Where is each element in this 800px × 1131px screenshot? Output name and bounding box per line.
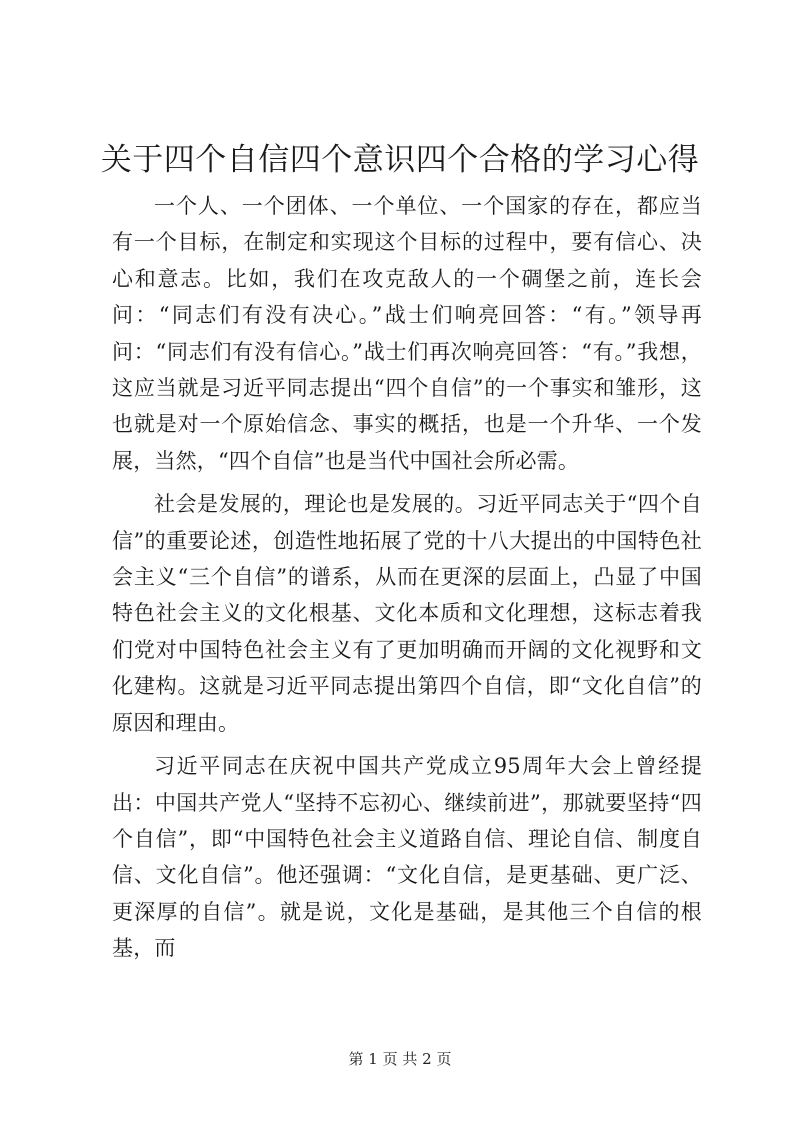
page-number-footer: 第 1 页 共 2 页 xyxy=(348,1050,452,1068)
document-body xyxy=(112,188,702,974)
paragraph: 社会是发展的，理论也是发展的。习近平同志关于“四个自信”的重要论述，创造性地拓展了党的十八大提出的中国特色社会主义“三个自信”的谱系，从而在更深的层面上，凸显了中国特色社会主义的文化根基、文化本质和文化理想，这标志着我们党对中国特色社会主义有了更加明确而开阔的文化视野和文化建构。这就是习近平同志提出第四个自信，即“文化自信”的原因和理由。 xyxy=(112,492,702,735)
paragraph: 一个人、一个团体、一个单位、一个国家的存在，都应当有一个目标，在制定和实现这个目标的过程中，要有信心、决心和意志。比如，我们在攻克敌人的一个碉堡之前，连长会问：“同志们有没有决心。”战士们响亮回答：“有。”领导再问：“同志们有没有信心。”战士们再次响亮回答：“有。”我想，这应当就是习近平同志提出“四个自信”的一个事实和雏形，这也就是对一个原始信念、事实的概括，也是一个升华、一个发展，当然，“四个自信”也是当代中国社会所必需。 xyxy=(112,194,702,473)
document-title: 关于四个自信四个意识四个合格的学习心得 xyxy=(100,142,700,178)
paragraph: 习近平同志在庆祝中国共产党成立95周年大会上曾经提出：中国共产党人“坚持不忘初心、继续前进”，那就要坚持“四个自信”，即“中国特色社会主义道路自信、理论自信、制度自信、文化自信”。他还强调：“文化自信，是更基础、更广泛、更深厚的自信”。就是说，文化是基础，是其他三个自信的根基，而 xyxy=(112,754,702,961)
